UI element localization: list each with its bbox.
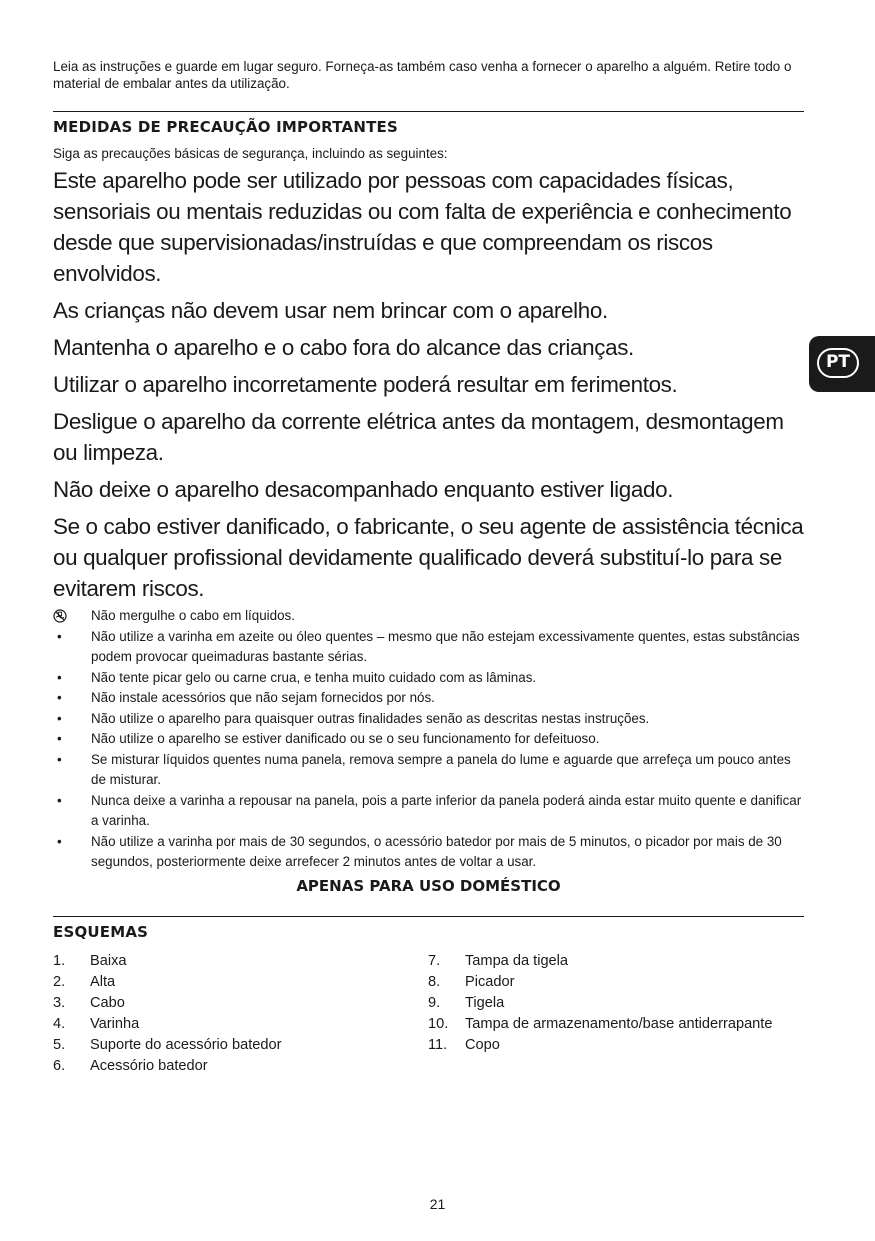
bullet-mark: • (57, 690, 62, 705)
precaution-item (53, 668, 804, 689)
warning-item: Se o cabo estiver danificado, o fabricante, o seu agente de assistência técnica ou qualquer profissional devidamente qualificado deverá substituí-lo para se evitarem riscos. (53, 514, 804, 601)
warning-item: Este aparelho pode ser utilizado por pessoas com capacidades físicas, sensoriais ou mentais reduzidas ou com falta de experiência e conhecimento desde que supervisionadas/instruídas e que compreendam os riscos envolvidos. (53, 168, 792, 286)
part-label: Acessório batedor (90, 1057, 208, 1074)
part-label: Baixa (90, 952, 127, 969)
part-label: Alta (90, 973, 116, 990)
no-immersion-icon (53, 609, 67, 623)
part-item (428, 1035, 772, 1056)
bullet-mark: • (57, 628, 62, 644)
part-item (53, 951, 428, 972)
safety-subtitle: Siga as precauções básicas de segurança, incluindo as seguintes: (53, 146, 448, 161)
immersion-note-text: Não mergulhe o cabo em líquidos. (91, 608, 295, 623)
part-label: Copo (465, 1036, 500, 1053)
part-item (53, 993, 428, 1014)
part-number: 6. (53, 1057, 66, 1074)
bullet-mark: • (57, 669, 62, 685)
bullet-mark: • (57, 751, 62, 767)
section-divider (53, 111, 804, 112)
part-number: 8. (428, 973, 441, 990)
precaution-item (53, 709, 804, 730)
bullet-mark: • (57, 792, 62, 808)
part-number: 9. (428, 994, 441, 1011)
part-item (53, 1014, 428, 1035)
part-number: 10. (428, 1015, 449, 1032)
page-number: 21 (429, 1196, 446, 1212)
part-label: Tigela (465, 994, 505, 1011)
warning-item: Mantenha o aparelho e o cabo fora do alcance das crianças. (53, 335, 634, 360)
part-label: Picador (465, 973, 515, 990)
warnings-list (53, 165, 804, 604)
part-item (428, 972, 772, 993)
safety-title: MEDIDAS DE PRECAUÇÃO IMPORTANTES (53, 118, 398, 136)
bullet-mark: • (57, 833, 62, 849)
part-number: 4. (53, 1015, 66, 1032)
part-item (428, 1014, 772, 1035)
precaution-item (53, 750, 804, 791)
precaution-item (53, 729, 804, 750)
part-number: 3. (53, 994, 66, 1011)
manual-page (53, 58, 804, 1077)
precaution-item (53, 791, 804, 832)
part-number: 1. (53, 952, 66, 969)
precaution-item (53, 832, 804, 873)
part-label: Tampa da tigela (465, 952, 569, 969)
part-number: 2. (53, 973, 66, 990)
warning-item: Não deixe o aparelho desacompanhado enquanto estiver ligado. (53, 477, 674, 502)
bullet-mark: • (57, 731, 62, 746)
part-label: Cabo (90, 994, 125, 1011)
part-label: Varinha (90, 1015, 140, 1032)
warning-item: As crianças não devem usar nem brincar com o aparelho. (53, 298, 608, 323)
part-label: Suporte do acessório batedor (90, 1036, 282, 1053)
intro-text: Leia as instruções e guarde em lugar seguro. Forneça-as também caso venha a fornecer o aparelho a alguém. Retire todo o material de embalar antes da utilização. (53, 59, 792, 91)
bullet-mark: • (57, 710, 62, 726)
part-item (428, 951, 772, 972)
warning-item: Desligue o aparelho da corrente elétrica antes da montagem, desmontagem ou limpeza. (53, 409, 784, 465)
part-item (53, 1056, 428, 1077)
parts-list-left (53, 951, 428, 1077)
precaution-text: Não utilize o aparelho para quaisquer outras finalidades senão as descritas nestas instruções. (91, 710, 650, 726)
part-number: 5. (53, 1036, 66, 1053)
precaution-text: Nunca deixe a varinha a repousar na panela, pois a parte inferior da panela poderá ainda estar muito quente e danificar a varinha. (91, 792, 802, 828)
domestic-use-notice: APENAS PARA USO DOMÉSTICO (296, 876, 561, 895)
immersion-note (53, 606, 804, 627)
section-divider (53, 916, 804, 917)
part-number: 7. (428, 952, 441, 969)
precautions-list (53, 606, 804, 873)
precaution-item (53, 627, 804, 668)
part-label: Tampa de armazenamento/base antiderrapante (465, 1015, 773, 1032)
part-item (53, 1035, 428, 1056)
language-tab (809, 336, 875, 392)
precaution-item (53, 688, 804, 709)
precaution-text: Se misturar líquidos quentes numa panela, remova sempre a panela do lume e aguarde que arrefeça um pouco antes de misturar. (91, 751, 791, 787)
precaution-text: Não utilize a varinha por mais de 30 segundos, o acessório batedor por mais de 5 minutos, o picador por mais de 30 segundos, posteriormente deixe arrefecer 2 minutos antes de voltar a usar. (91, 833, 782, 869)
language-badge: PT (817, 348, 859, 378)
part-number: 11. (428, 1036, 448, 1053)
precaution-text: Não instale acessórios que não sejam fornecidos por nós. (91, 690, 435, 705)
part-item (428, 993, 772, 1014)
parts-lists (53, 951, 804, 1077)
part-item (53, 972, 428, 993)
warning-item: Utilizar o aparelho incorretamente poderá resultar em ferimentos. (53, 372, 678, 397)
precaution-text: Não utilize a varinha em azeite ou óleo quentes – mesmo que não estejam excessivamente quentes, estas substâncias podem provocar queimaduras bastante sérias. (91, 628, 800, 664)
precaution-text: Não tente picar gelo ou carne crua, e tenha muito cuidado com as lâminas. (91, 669, 537, 685)
parts-list-right (428, 951, 772, 1077)
diagrams-title: ESQUEMAS (53, 922, 149, 941)
precaution-text: Não utilize o aparelho se estiver danificado ou se o seu funcionamento for defeituoso. (91, 731, 600, 746)
